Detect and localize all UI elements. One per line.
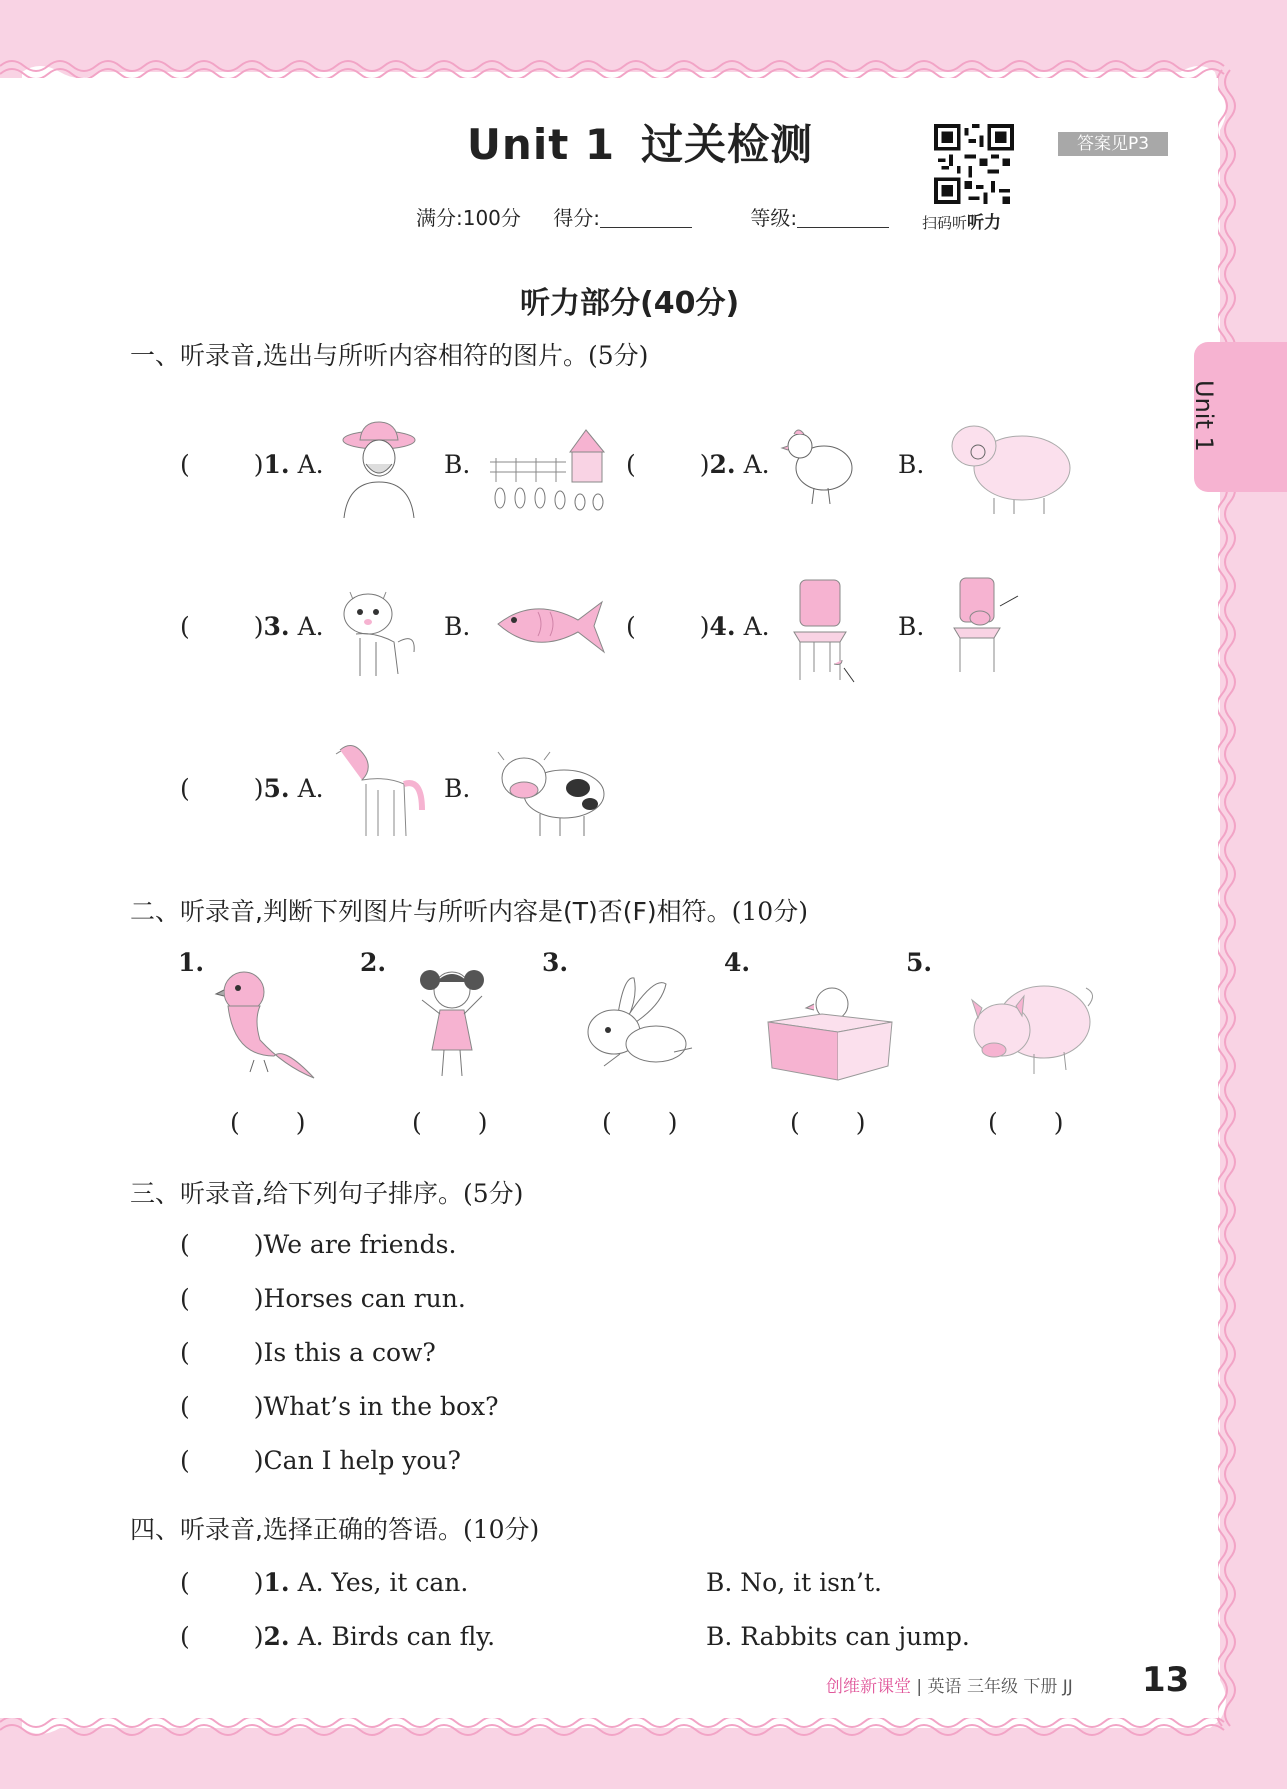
q1-heading: 一、听录音,选出与所听内容相符的图片。(5分) [130, 341, 649, 370]
q1-item-3[interactable]: ( )3. A. [180, 612, 324, 641]
q2-heading: 二、听录音,判断下列图片与所听内容是(T)否(F)相符。(10分) [130, 897, 808, 926]
q2-num-3: 3. [542, 948, 569, 977]
bird-icon [214, 966, 320, 1082]
dog-icon [336, 582, 422, 682]
title-text: 过关检测 [641, 120, 814, 169]
q1-item-5-b: B. [444, 774, 471, 803]
answer-reference-badge: 答案见P3 [1058, 132, 1168, 156]
q2-num-1: 1. [178, 948, 205, 977]
qr-code-icon[interactable] [934, 124, 1014, 204]
q1-item-1[interactable]: ( )1. A. [180, 450, 324, 479]
q3-item-1[interactable]: ( )We are friends. [180, 1230, 457, 1259]
q2-answer-4[interactable]: ( ) [790, 1108, 866, 1137]
side-tab-label: Unit 1 [1190, 380, 1218, 452]
q4-item-2-b[interactable]: B. Rabbits can jump. [706, 1622, 970, 1651]
q2-num-2: 2. [360, 948, 387, 977]
q4-heading: 四、听录音,选择正确的答语。(10分) [130, 1515, 540, 1544]
unit-label: Unit 1 [466, 120, 616, 169]
farmer-icon [334, 418, 424, 518]
girl-icon [412, 960, 492, 1082]
farm-icon [486, 418, 616, 514]
qr-label: 扫码听听力 [922, 213, 1002, 233]
q1-item-1-b: B. [444, 450, 471, 479]
pig-icon [964, 966, 1094, 1082]
rabbit-icon [574, 976, 698, 1072]
fish-icon [494, 592, 608, 658]
page-title [440, 112, 840, 172]
footer: 创维新课堂 | 英语 三年级 下册 JJ [826, 1677, 1073, 1697]
page-number: 13 [1142, 1660, 1190, 1700]
q2-answer-3[interactable]: ( ) [602, 1108, 678, 1137]
grade-field[interactable]: 等级: [750, 206, 915, 230]
full-score: 满分:100分 [416, 206, 521, 230]
q4-item-2[interactable]: ( )2. A. Birds can fly. [180, 1622, 496, 1651]
sheep-icon [944, 416, 1074, 516]
horse-icon [326, 740, 432, 840]
q3-item-4[interactable]: ( )What’s in the box? [180, 1392, 499, 1421]
q2-answer-1[interactable]: ( ) [230, 1108, 306, 1137]
section-heading: 听力部分(40分) [520, 286, 740, 321]
chair-on-icon [950, 574, 1024, 674]
score-line [416, 202, 941, 231]
q1-item-4[interactable]: ( )4. A. [626, 612, 770, 641]
q2-answer-5[interactable]: ( ) [988, 1108, 1064, 1137]
q4-item-1[interactable]: ( )1. A. Yes, it can. [180, 1568, 469, 1597]
q2-num-5: 5. [906, 948, 933, 977]
chair-under-icon [790, 576, 860, 686]
q3-item-3[interactable]: ( )Is this a cow? [180, 1338, 436, 1367]
q3-heading: 三、听录音,给下列句子排序。(5分) [130, 1179, 524, 1208]
q1-item-4-b: B. [898, 612, 925, 641]
q2-num-4: 4. [724, 948, 751, 977]
q1-item-5[interactable]: ( )5. A. [180, 774, 324, 803]
q1-item-2[interactable]: ( )2. A. [626, 450, 770, 479]
q4-item-1-b[interactable]: B. No, it isn’t. [706, 1568, 882, 1597]
q3-item-5[interactable]: ( )Can I help you? [180, 1446, 461, 1475]
q1-item-2-b: B. [898, 450, 925, 479]
q1-item-3-b: B. [444, 612, 471, 641]
score-field[interactable]: 得分: [553, 206, 718, 230]
cow-icon [494, 744, 608, 840]
q2-answer-2[interactable]: ( ) [412, 1108, 488, 1137]
duck-in-box-icon [762, 978, 898, 1082]
q3-item-2[interactable]: ( )Horses can run. [180, 1284, 466, 1313]
hen-icon [778, 420, 858, 510]
